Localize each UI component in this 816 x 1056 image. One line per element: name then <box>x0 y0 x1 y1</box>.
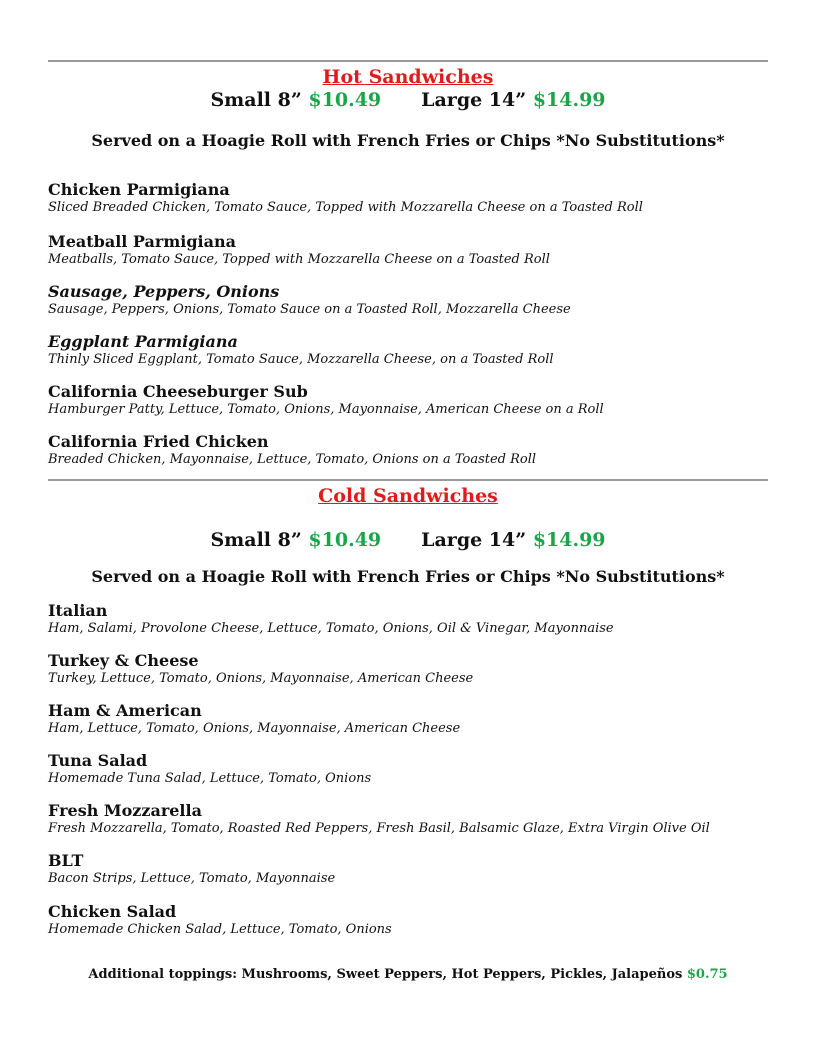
item-description: Ham, Salami, Provolone Cheese, Lettuce, Tomato, Onions, Oil & Vinegar, Mayonnaise <box>48 621 614 636</box>
item-description: Homemade Tuna Salad, Lettuce, Tomato, Onions <box>48 771 372 786</box>
item-description: Bacon Strips, Lettuce, Tomato, Mayonnaise <box>48 871 336 886</box>
hot-sandwiches-title: Hot Sandwiches <box>322 66 494 88</box>
item-name: Tuna Salad <box>48 751 148 770</box>
toppings-price: $0.75 <box>686 967 728 982</box>
cold-sandwiches-title: Cold Sandwiches <box>318 485 498 507</box>
cold-large-price: $14.99 <box>532 529 606 551</box>
item-name: Turkey & Cheese <box>48 651 199 670</box>
cold-large-label: Large 14” <box>421 529 527 551</box>
menu-item <box>48 332 768 368</box>
item-name: Meatball Parmigiana <box>48 232 236 251</box>
menu-item <box>48 851 768 887</box>
additional-toppings <box>0 967 816 982</box>
menu-item <box>48 801 768 837</box>
item-description: Sliced Breaded Chicken, Tomato Sauce, Topped with Mozzarella Cheese on a Toasted Roll <box>48 200 643 215</box>
item-description: Fresh Mozzarella, Tomato, Roasted Red Peppers, Fresh Basil, Balsamic Glaze, Extra Virgin Olive Oil <box>48 821 710 836</box>
menu-item <box>48 232 768 268</box>
menu-item <box>48 601 768 637</box>
item-description: Sausage, Peppers, Onions, Tomato Sauce on a Toasted Roll, Mozzarella Cheese <box>48 302 571 317</box>
menu-item <box>48 701 768 737</box>
cold-served-note: Served on a Hoagie Roll with French Fries or Chips *No Substitutions* <box>91 567 725 586</box>
toppings-text: Additional toppings: Mushrooms, Sweet Peppers, Hot Peppers, Pickles, Jalapeños <box>88 967 683 982</box>
hot-small-price: $10.49 <box>308 89 382 111</box>
item-name: Italian <box>48 601 108 620</box>
hot-price-line <box>0 89 816 111</box>
top-divider <box>48 60 768 62</box>
item-name: Chicken Salad <box>48 902 177 921</box>
hot-small-label: Small 8” <box>210 89 302 111</box>
item-description: Meatballs, Tomato Sauce, Topped with Mozzarella Cheese on a Toasted Roll <box>48 252 550 267</box>
item-description: Thinly Sliced Eggplant, Tomato Sauce, Mozzarella Cheese, on a Toasted Roll <box>48 352 554 367</box>
section-divider <box>48 479 768 481</box>
item-description: Turkey, Lettuce, Tomato, Onions, Mayonnaise, American Cheese <box>48 671 474 686</box>
item-name: BLT <box>48 851 84 870</box>
hot-large-label: Large 14” <box>421 89 527 111</box>
item-description: Breaded Chicken, Mayonnaise, Lettuce, Tomato, Onions on a Toasted Roll <box>48 452 537 467</box>
item-name: Eggplant Parmigiana <box>48 332 238 351</box>
menu-item <box>48 751 768 787</box>
item-name: Fresh Mozzarella <box>48 801 202 820</box>
item-description: Homemade Chicken Salad, Lettuce, Tomato, Onions <box>48 922 392 937</box>
menu-item <box>48 902 768 938</box>
menu-item <box>48 180 768 216</box>
menu-item <box>48 382 768 418</box>
hot-large-price: $14.99 <box>532 89 606 111</box>
menu-item <box>48 282 768 318</box>
menu-item <box>48 432 768 468</box>
hot-served-note: Served on a Hoagie Roll with French Fries or Chips *No Substitutions* <box>91 131 725 150</box>
item-name: Sausage, Peppers, Onions <box>48 282 280 301</box>
cold-small-price: $10.49 <box>308 529 382 551</box>
item-name: California Cheeseburger Sub <box>48 382 308 401</box>
menu-item <box>48 651 768 687</box>
item-description: Hamburger Patty, Lettuce, Tomato, Onions, Mayonnaise, American Cheese on a Roll <box>48 402 604 417</box>
item-name: California Fried Chicken <box>48 432 269 451</box>
cold-small-label: Small 8” <box>210 529 302 551</box>
item-name: Ham & American <box>48 701 202 720</box>
cold-price-line <box>0 529 816 551</box>
item-description: Ham, Lettuce, Tomato, Onions, Mayonnaise, American Cheese <box>48 721 461 736</box>
item-name: Chicken Parmigiana <box>48 180 230 199</box>
